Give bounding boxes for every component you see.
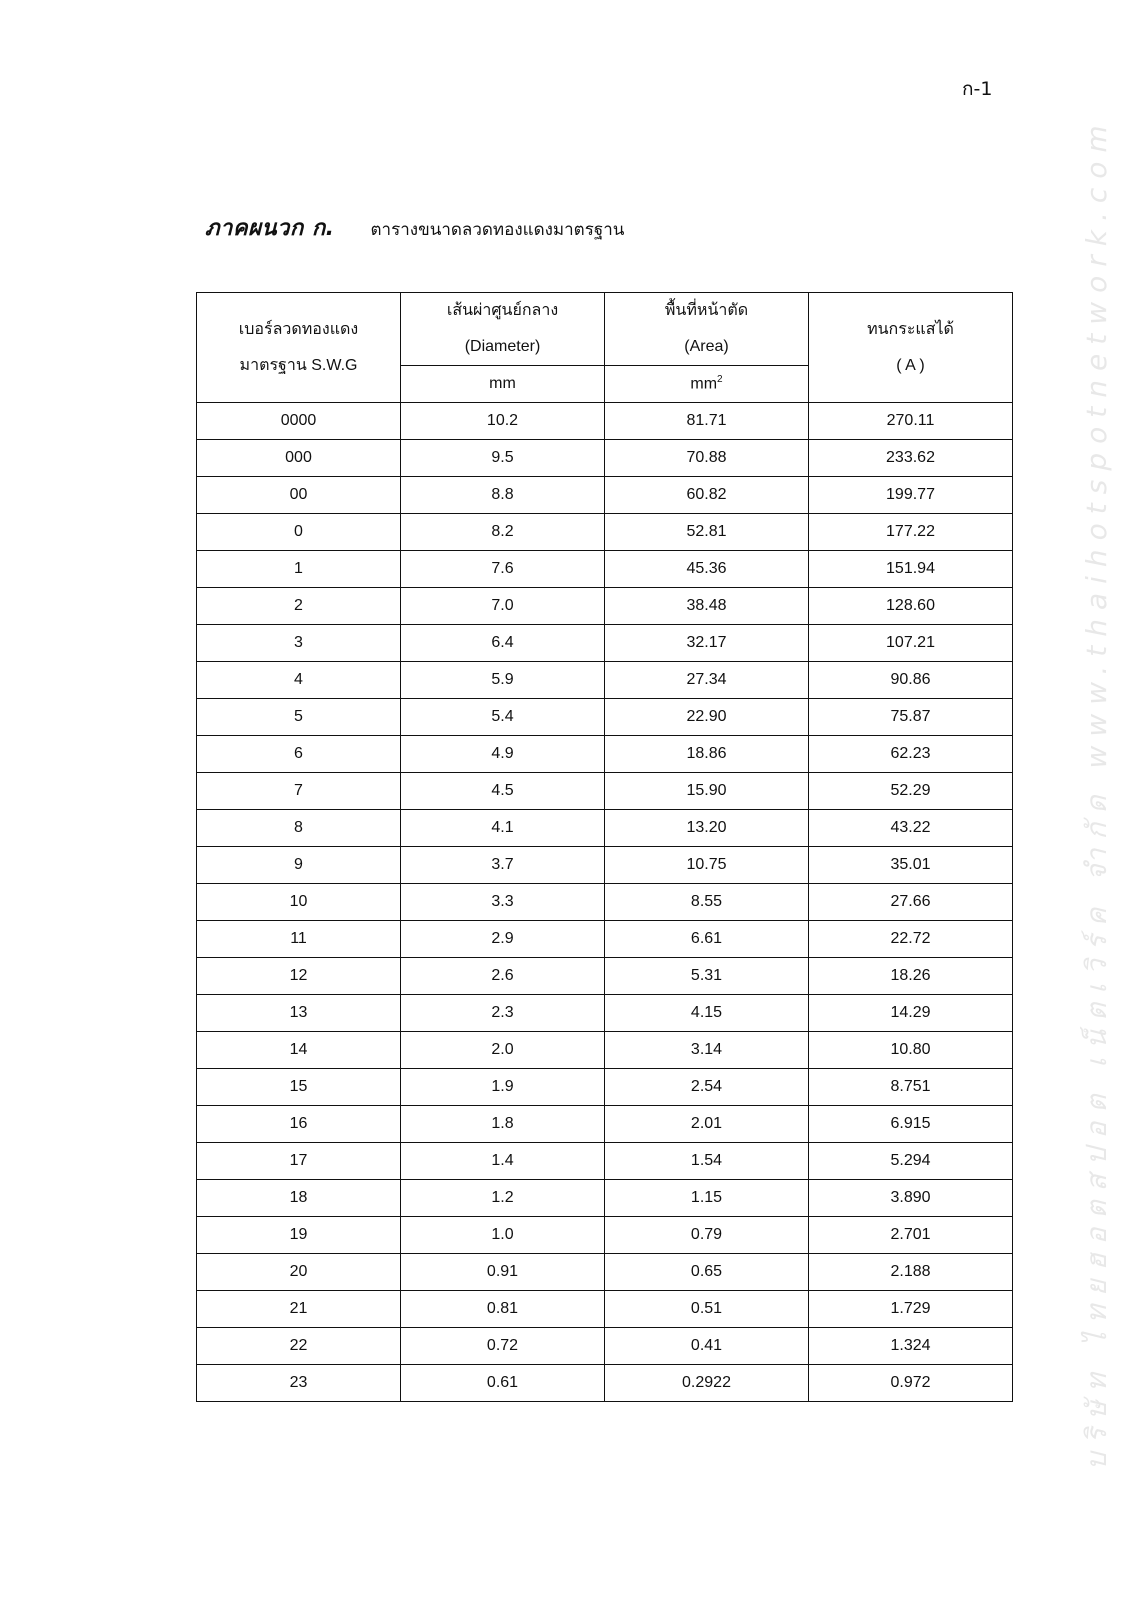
cell-diameter: 9.5 <box>401 440 605 477</box>
cell-diameter: 7.6 <box>401 551 605 588</box>
header-gauge <box>197 293 401 403</box>
cell-diameter: 2.0 <box>401 1032 605 1069</box>
cell-current: 62.23 <box>809 736 1013 773</box>
table-header-row <box>197 293 1013 366</box>
cell-area: 15.90 <box>605 773 809 810</box>
table-row <box>197 1217 1013 1254</box>
cell-diameter: 4.5 <box>401 773 605 810</box>
table-row <box>197 514 1013 551</box>
cell-gauge: 7 <box>197 773 401 810</box>
table-row <box>197 1143 1013 1180</box>
cell-area: 6.61 <box>605 921 809 958</box>
table-row <box>197 884 1013 921</box>
cell-area: 45.36 <box>605 551 809 588</box>
cell-gauge: 00 <box>197 477 401 514</box>
unit-diameter: mm <box>401 366 605 403</box>
cell-gauge: 5 <box>197 699 401 736</box>
cell-gauge: 9 <box>197 847 401 884</box>
cell-diameter: 0.72 <box>401 1328 605 1365</box>
cell-diameter: 6.4 <box>401 625 605 662</box>
cell-gauge: 3 <box>197 625 401 662</box>
cell-area: 13.20 <box>605 810 809 847</box>
cell-gauge: 13 <box>197 995 401 1032</box>
table-row <box>197 551 1013 588</box>
cell-current: 75.87 <box>809 699 1013 736</box>
cell-area: 3.14 <box>605 1032 809 1069</box>
cell-current: 90.86 <box>809 662 1013 699</box>
cell-current: 27.66 <box>809 884 1013 921</box>
table-row <box>197 1069 1013 1106</box>
cell-current: 128.60 <box>809 588 1013 625</box>
cell-area: 1.15 <box>605 1180 809 1217</box>
cell-current: 43.22 <box>809 810 1013 847</box>
cell-gauge: 22 <box>197 1328 401 1365</box>
cell-gauge: 20 <box>197 1254 401 1291</box>
cell-gauge: 2 <box>197 588 401 625</box>
cell-diameter: 4.1 <box>401 810 605 847</box>
cell-area: 70.88 <box>605 440 809 477</box>
cell-current: 14.29 <box>809 995 1013 1032</box>
cell-diameter: 2.9 <box>401 921 605 958</box>
cell-current: 2.188 <box>809 1254 1013 1291</box>
cell-area: 27.34 <box>605 662 809 699</box>
cell-gauge: 15 <box>197 1069 401 1106</box>
cell-current: 6.915 <box>809 1106 1013 1143</box>
cell-current: 270.11 <box>809 403 1013 440</box>
header-gauge-line2: มาตรฐาน S.W.G <box>239 356 358 374</box>
cell-current: 18.26 <box>809 958 1013 995</box>
cell-gauge: 10 <box>197 884 401 921</box>
cell-gauge: 17 <box>197 1143 401 1180</box>
header-diameter-line2: (Diameter) <box>464 338 541 355</box>
table-row <box>197 810 1013 847</box>
table-row <box>197 995 1013 1032</box>
cell-area: 22.90 <box>605 699 809 736</box>
table-row <box>197 958 1013 995</box>
cell-area: 8.55 <box>605 884 809 921</box>
table-row <box>197 699 1013 736</box>
header-current <box>809 293 1013 403</box>
table-row <box>197 1180 1013 1217</box>
unit-area <box>605 366 809 403</box>
cell-diameter: 7.0 <box>401 588 605 625</box>
cell-area: 81.71 <box>605 403 809 440</box>
cell-diameter: 4.9 <box>401 736 605 773</box>
cell-area: 0.79 <box>605 1217 809 1254</box>
cell-gauge: 8 <box>197 810 401 847</box>
cell-gauge: 0000 <box>197 403 401 440</box>
cell-area: 4.15 <box>605 995 809 1032</box>
cell-diameter: 2.6 <box>401 958 605 995</box>
cell-current: 0.972 <box>809 1365 1013 1402</box>
cell-diameter: 5.4 <box>401 699 605 736</box>
table-row <box>197 1328 1013 1365</box>
table-row <box>197 403 1013 440</box>
cell-current: 3.890 <box>809 1180 1013 1217</box>
wire-table-body <box>197 293 1013 1402</box>
cell-current: 151.94 <box>809 551 1013 588</box>
cell-area: 1.54 <box>605 1143 809 1180</box>
cell-diameter: 1.9 <box>401 1069 605 1106</box>
cell-area: 10.75 <box>605 847 809 884</box>
header-area-line1: พื้นที่หน้าตัด <box>664 302 749 319</box>
table-row <box>197 440 1013 477</box>
cell-gauge: 4 <box>197 662 401 699</box>
cell-diameter: 1.8 <box>401 1106 605 1143</box>
cell-gauge: 12 <box>197 958 401 995</box>
wire-size-table <box>196 292 1013 1402</box>
cell-current: 199.77 <box>809 477 1013 514</box>
cell-diameter: 10.2 <box>401 403 605 440</box>
cell-gauge: 19 <box>197 1217 401 1254</box>
table-row <box>197 588 1013 625</box>
cell-diameter: 0.81 <box>401 1291 605 1328</box>
cell-diameter: 0.91 <box>401 1254 605 1291</box>
cell-diameter: 0.61 <box>401 1365 605 1402</box>
table-row <box>197 1106 1013 1143</box>
cell-current: 8.751 <box>809 1069 1013 1106</box>
cell-diameter: 8.2 <box>401 514 605 551</box>
cell-diameter: 1.4 <box>401 1143 605 1180</box>
cell-area: 2.01 <box>605 1106 809 1143</box>
page-number: ก-1 <box>962 78 993 100</box>
cell-area: 60.82 <box>605 477 809 514</box>
cell-area: 0.41 <box>605 1328 809 1365</box>
watermark: บริษัท ไทยฮอตสปอต เน็ตเวิร์ค จำกัด www.thaihotspotnetwork.com <box>1080 116 1113 1470</box>
cell-area: 18.86 <box>605 736 809 773</box>
cell-gauge: 1 <box>197 551 401 588</box>
table-row <box>197 1291 1013 1328</box>
cell-gauge: 18 <box>197 1180 401 1217</box>
cell-diameter: 8.8 <box>401 477 605 514</box>
cell-current: 1.729 <box>809 1291 1013 1328</box>
appendix-label: ภาคผนวก ก. <box>205 216 335 241</box>
cell-current: 233.62 <box>809 440 1013 477</box>
cell-area: 32.17 <box>605 625 809 662</box>
table-row <box>197 847 1013 884</box>
cell-gauge: 000 <box>197 440 401 477</box>
table-row <box>197 477 1013 514</box>
header-area-line2: (Area) <box>684 338 729 355</box>
cell-current: 5.294 <box>809 1143 1013 1180</box>
cell-area: 2.54 <box>605 1069 809 1106</box>
cell-current: 22.72 <box>809 921 1013 958</box>
cell-gauge: 23 <box>197 1365 401 1402</box>
cell-area: 0.2922 <box>605 1365 809 1402</box>
appendix-heading <box>205 210 624 245</box>
unit-area-superscript: 2 <box>717 374 723 386</box>
cell-diameter: 2.3 <box>401 995 605 1032</box>
cell-gauge: 21 <box>197 1291 401 1328</box>
cell-diameter: 3.7 <box>401 847 605 884</box>
cell-current: 1.324 <box>809 1328 1013 1365</box>
cell-current: 35.01 <box>809 847 1013 884</box>
header-current-line1: ทนกระแสได้ <box>867 320 954 338</box>
header-current-line2: ( A ) <box>896 356 925 374</box>
unit-area-base: mm <box>690 375 718 393</box>
table-row <box>197 1032 1013 1069</box>
table-row <box>197 1254 1013 1291</box>
cell-gauge: 11 <box>197 921 401 958</box>
cell-diameter: 1.2 <box>401 1180 605 1217</box>
table-row <box>197 662 1013 699</box>
cell-area: 52.81 <box>605 514 809 551</box>
cell-diameter: 1.0 <box>401 1217 605 1254</box>
cell-diameter: 3.3 <box>401 884 605 921</box>
cell-gauge: 16 <box>197 1106 401 1143</box>
cell-current: 107.21 <box>809 625 1013 662</box>
header-diameter <box>401 293 605 366</box>
table-row <box>197 625 1013 662</box>
table-row <box>197 1365 1013 1402</box>
table-row <box>197 921 1013 958</box>
cell-gauge: 14 <box>197 1032 401 1069</box>
cell-current: 10.80 <box>809 1032 1013 1069</box>
cell-area: 0.51 <box>605 1291 809 1328</box>
cell-current: 2.701 <box>809 1217 1013 1254</box>
header-diameter-line1: เส้นผ่าศูนย์กลาง <box>446 302 559 319</box>
cell-gauge: 6 <box>197 736 401 773</box>
cell-area: 38.48 <box>605 588 809 625</box>
cell-gauge: 0 <box>197 514 401 551</box>
table-row <box>197 773 1013 810</box>
header-area <box>605 293 809 366</box>
cell-area: 0.65 <box>605 1254 809 1291</box>
cell-area: 5.31 <box>605 958 809 995</box>
header-gauge-line1: เบอร์ลวดทองแดง <box>238 320 359 338</box>
table-row <box>197 736 1013 773</box>
appendix-title: ตารางขนาดลวดทองแดงมาตรฐาน <box>370 220 625 240</box>
cell-diameter: 5.9 <box>401 662 605 699</box>
cell-current: 52.29 <box>809 773 1013 810</box>
cell-current: 177.22 <box>809 514 1013 551</box>
